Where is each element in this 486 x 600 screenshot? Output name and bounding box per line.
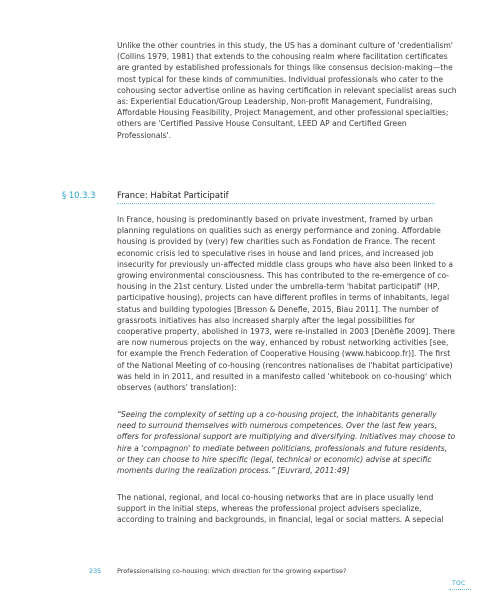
quote-paragraph: “Seeing the complexity of setting up a co-housing project, the inhabitants generally need to surround themselves with numerous competences. Over the last few years, offers for professional support are multiplying and diversifying. Initiatives may choose to hire a 'compagnon' to mediate between politicians, professionals and future residents, or they can choose to hire specific (legal, technical or economic) advise at specific moments during the realization process.” [Euvrard, 2011:49] <box>117 410 456 476</box>
section-title: France: Habitat Participatif <box>117 190 229 200</box>
toc-underline <box>449 589 471 590</box>
section-number: § 10.3.3 <box>62 190 96 200</box>
toc-link[interactable]: TOC <box>452 580 466 587</box>
section-divider <box>117 203 435 204</box>
running-title: Professionalising co-housing: which direction for the growing expertise? <box>117 567 347 575</box>
page-number: 235 <box>89 567 102 575</box>
france-paragraph: In France, housing is predominantly based on private investment, framed by urban planning regulations on qualities such as energy performance and zoning. Affordable housing is provided by (very) few charities such as Fondation de France. The recent economic crisis led to speculative rises in house and land prices, and increased job insecurity for previously un-affected middle class groups who have also been linked to a growing environmental consciousness. This has contributed to the re-emergence of co-housing in the 21st century. Listed under the umbrella-term 'habitat participatif' (HP, participative housing), projects can have different profiles in terms of inhabitants, legal status and building typologies [Bresson & Denefle, 2015, Biau 2011]. The number of grassroots initiatives has also increased sharply after the legal possibilities for cooperative property, abolished in 1973, were re-installed in 2003 [Denèfle 2009]. There are now numerous projects on the way, enhanced by robust networking activities [see, for example the French Federation of Cooperative Housing (www.habicoop.fr)]. The first of the National Meeting of co-housing (rencontres nationalises de l'habitat participative) was held in in 2011, and resulted in a manifesto called 'whitebook on co-housing' which observes (authors' translation): <box>117 215 455 393</box>
networks-paragraph: The national, regional, and local co-housing networks that are in place usually lend support in the initial steps, whereas the professional project advisers specialize, according to training and backgrounds, in financial, legal or social matters. A sepecial <box>117 493 444 525</box>
intro-paragraph: Unlike the other countries in this study, the US has a dominant culture of 'credentialism' (Collins 1979, 1981) that extends to the cohousing realm where facilitation certificates are granted by established professionals for things like consensus decision-making—the most typical for these kinds of communities. Individual professionals who cater to the cohousing sector advertise online as having certification in relevant specialist areas such as: Experiential Education/Group Leadership, Non-profit Management, Fundraising, Affordable Housing Feasibility, Project Management, and other professional specialties; others are 'Certified Passive House Consultant, LEED AP and Certified Green Professionals'. <box>117 41 457 140</box>
